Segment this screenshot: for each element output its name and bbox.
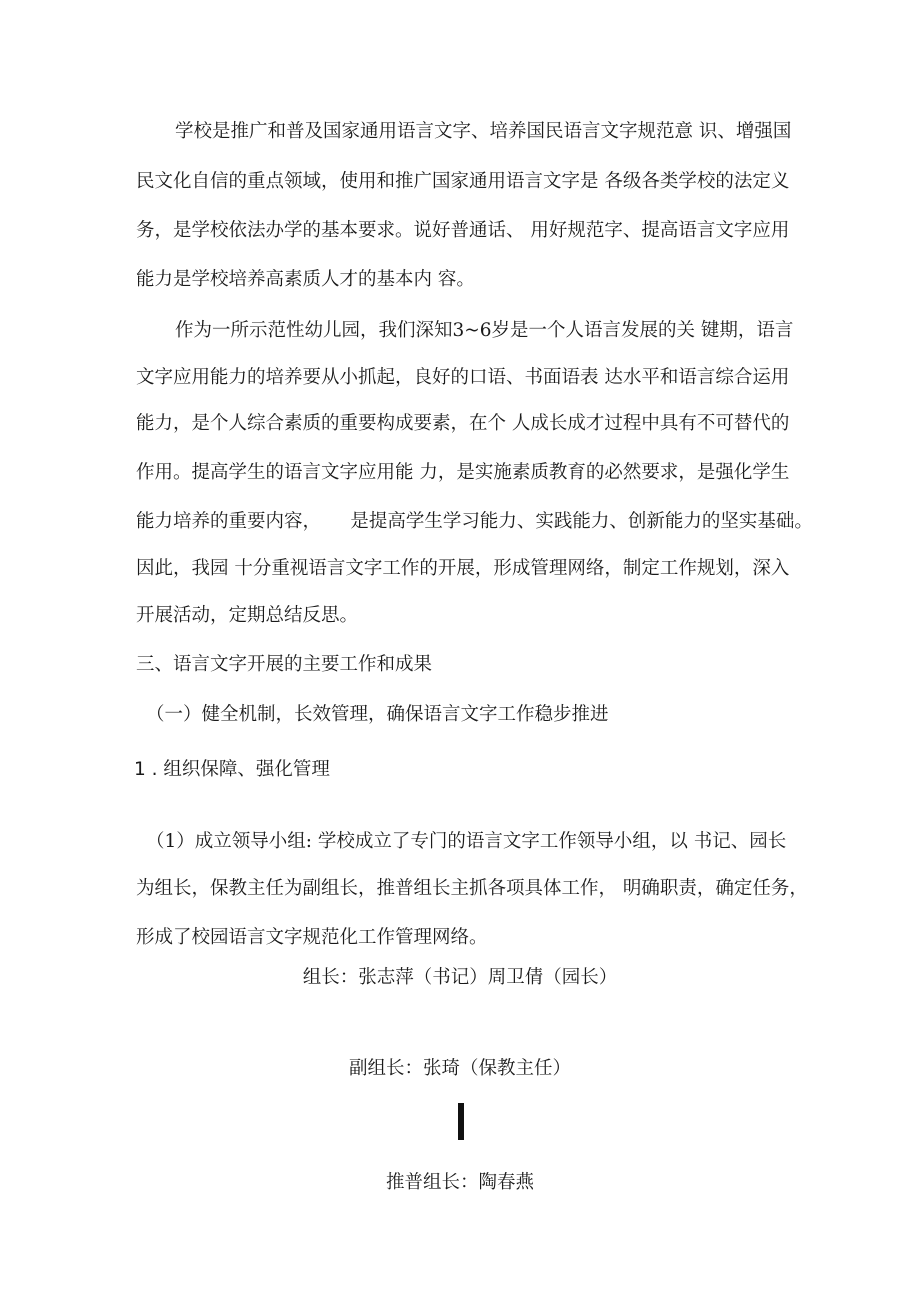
paragraph-2-line-1: 作为一所示范性幼儿园，我们深知3~6岁是一个人语言发展的关 键期，语言 — [175, 320, 794, 341]
paragraph-1-line-3: 务，是学校依法办学的基本要求。说好普通话、 用好规范字、提高语言文字应用 — [136, 220, 790, 241]
paragraph-3-line-1: （1）成立领导小组: 学校成立了专门的语言文字工作领导小组，以 书记、园长 — [146, 831, 787, 852]
org-chart-leader: 组长：张志萍（书记）周卫倩（园长） — [302, 967, 618, 988]
paragraph-2-line-3: 能力，是个人综合素质的重要构成要素，在个 人成长成才过程中具有不可替代的 — [136, 413, 790, 434]
paragraph-3-line-2: 为组长，保教主任为副组长，推普组长主抓各项具体工作， 明确职责，确定任务， — [136, 878, 808, 899]
paragraph-1-line-1: 学校是推广和普及国家通用语言文字、培养国民语言文字规范意 识、增强国 — [175, 121, 792, 142]
org-chart-promoter: 推普组长：陶春燕 — [385, 1172, 534, 1193]
paragraph-1-line-2: 民文化自信的重点领域，使用和推广国家通用语言文字是 各级各类学校的法定义 — [136, 171, 790, 192]
section-3-heading: 三、语言文字开展的主要工作和成果 — [136, 654, 433, 675]
paragraph-2-line-7: 开展活动，定期总结反思。 — [136, 605, 359, 626]
paragraph-2-line-6: 因此，我园 十分重视语言文字工作的开展，形成管理网络，制定工作规划，深入 — [136, 558, 790, 579]
org-chart-connector-line — [458, 1103, 464, 1140]
org-chart-deputy: 副组长：张琦（保教主任） — [348, 1058, 571, 1079]
item-1-heading: 1 . 组织保障、强化管理 — [134, 759, 330, 780]
paragraph-3-line-3: 形成了校园语言文字规范化工作管理网络。 — [136, 927, 488, 948]
paragraph-2-line-4: 作用。提高学生的语言文字应用能 力，是实施素质教育的必然要求，是强化学生 — [136, 462, 790, 483]
subsection-1-heading: （一）健全机制，长效管理，确保语言文字工作稳步推进 — [146, 704, 609, 725]
paragraph-2-line-5: 能力培养的重要内容， 是提高学生学习能力、实践能力、创新能力的坚实基础。 — [136, 511, 813, 532]
paragraph-2-line-2: 文字应用能力的培养要从小抓起，良好的口语、书面语表 达水平和语言综合运用 — [136, 367, 790, 388]
paragraph-1-line-4: 能力是学校培养高素质人才的基本内 容。 — [136, 269, 475, 290]
